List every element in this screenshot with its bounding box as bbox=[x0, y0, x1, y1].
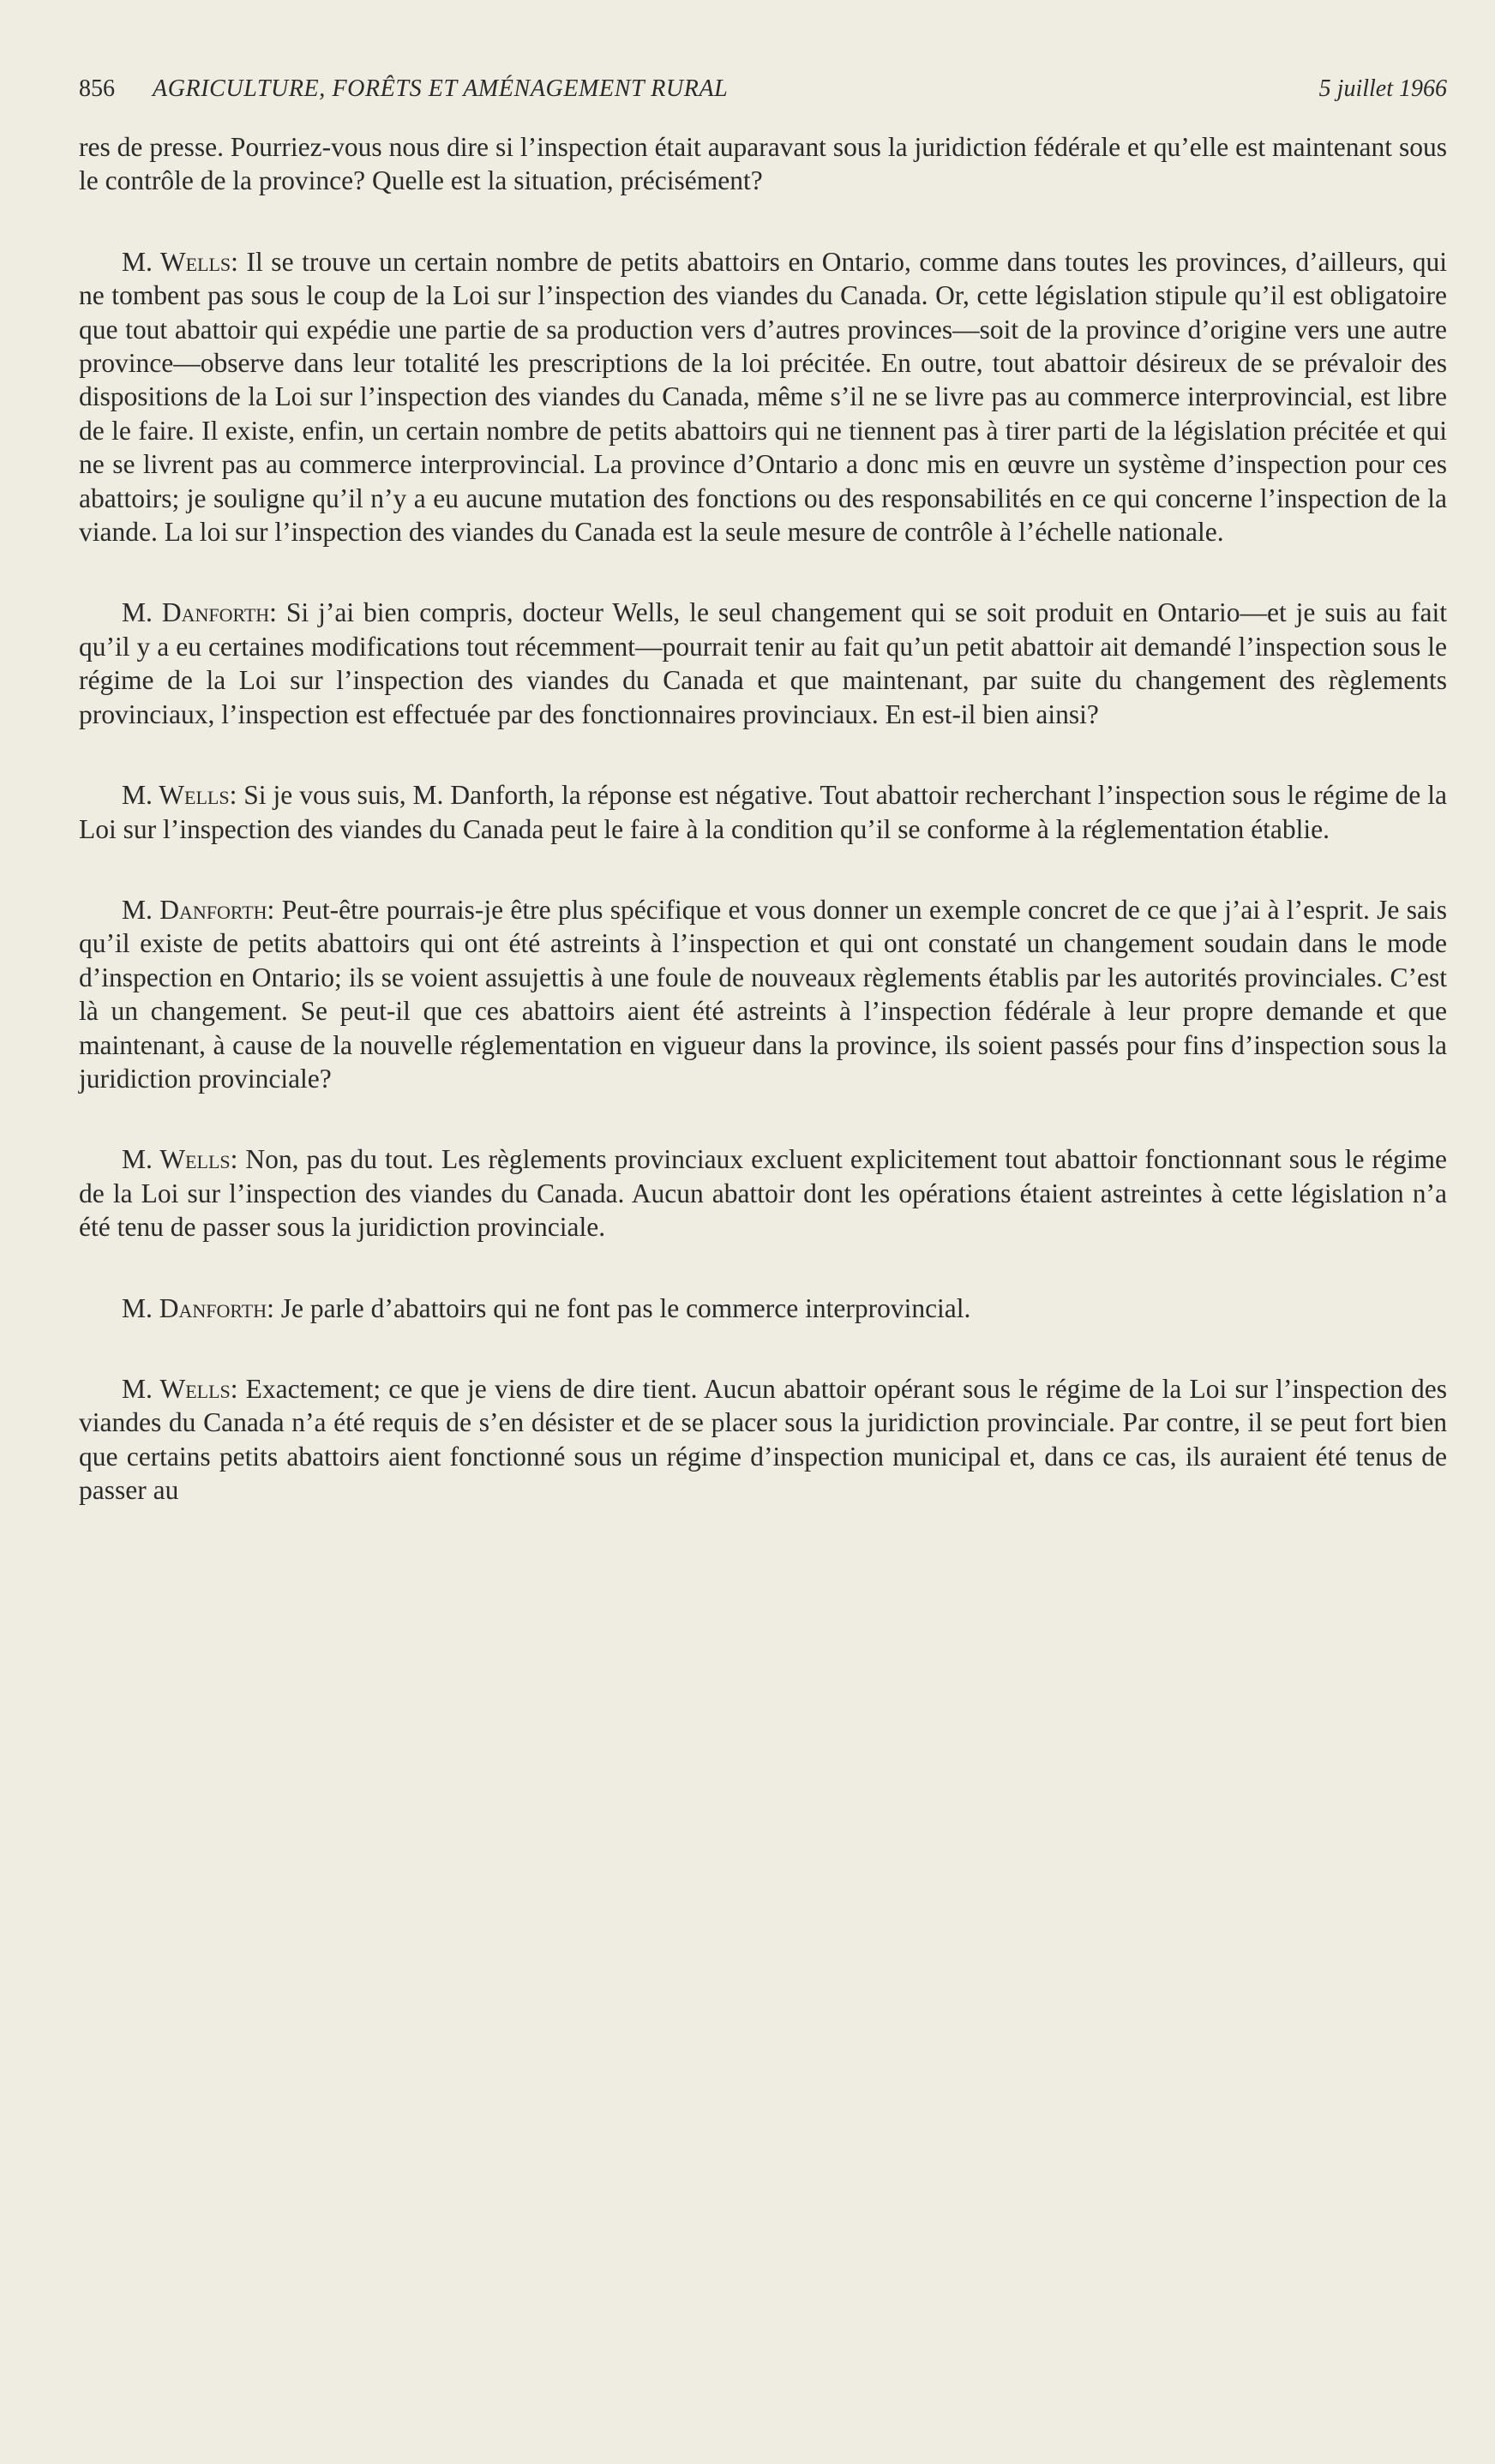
page-number: 856 bbox=[79, 75, 115, 102]
paragraph-text: : Je parle d’abattoirs qui ne font pas le commerce interprovincial. bbox=[267, 1292, 971, 1323]
running-header bbox=[79, 75, 1447, 115]
speaker-name: M. Wells bbox=[122, 1373, 231, 1404]
paragraph-text: : Si je vous suis, M. Danforth, la réponse est négative. Tout abattoir recherchant l’inspection sous le régime de la Loi sur l’inspection des viandes du Canada peut le faire à la condition qu’il se conforme à la réglementation établie. bbox=[79, 780, 1447, 844]
document-page bbox=[79, 75, 1447, 1555]
speaker-name: M. Danforth bbox=[122, 597, 270, 628]
speaker-name: M. Wells bbox=[122, 246, 231, 277]
paragraph-text: : Il se trouve un certain nombre de petits abattoirs en Ontario, comme dans toutes les provinces, d’ailleurs, qui ne tombent pas sous le coup de la Loi sur l’inspection des viandes du Canada. Or, cette législation stipule qu’il est obligatoire que tout abattoir qui expédie une partie de sa production vers d’autres provinces—soit de la province d’origine vers une autre province—observe dans leur totalité les prescriptions de la loi précitée. En outre, tout abattoir désireux de se prévaloir des dispositions de la Loi sur l’inspection des viandes du Canada, même s’il ne se livre pas au commerce interprovincial, est libre de le faire. Il existe, enfin, un certain nombre de petits abattoirs qui ne tiennent pas à tirer parti de la législation précitée et qui ne se livrent pas au commerce interprovincial. La province d’Ontario a donc mis en œuvre un système d’inspection pour ces abattoirs; je souligne qu’il n’y a eu aucune mutation des fonctions ou des responsabilités en ce qui concerne l’inspection de la viande. La loi sur l’inspection des viandes du Canada est la seule mesure de contrôle à l’échelle nationale. bbox=[79, 246, 1447, 548]
speaker-name: M. Wells bbox=[122, 1144, 231, 1175]
paragraph-danforth-3 bbox=[79, 1292, 1447, 1325]
speaker-name: M. Wells bbox=[122, 780, 230, 811]
paragraph-danforth-1 bbox=[79, 596, 1447, 731]
running-date: 5 juillet 1966 bbox=[1318, 75, 1447, 102]
paragraph-wells-2 bbox=[79, 778, 1447, 846]
running-title: AGRICULTURE, FORÊTS ET AMÉNAGEMENT RURAL bbox=[153, 75, 729, 102]
speaker-name: M. Danforth bbox=[122, 894, 267, 925]
paragraph-text: : Exactement; ce que je viens de dire tient. Aucun abattoir opérant sous le régime de la Loi sur l’inspection des viandes du Canada n’a été requis de s’en désister et de se placer sous la juridiction provinciale. Par contre, il se peut fort bien que certains petits abattoirs aient fonctionné sous un régime d’inspection municipal et, dans ce cas, ils auraient été tenus de passer au bbox=[79, 1373, 1447, 1506]
paragraph-text: : Si j’ai bien compris, docteur Wells, le seul changement qui se soit produit en Ontario—et je suis au fait qu’il y a eu certaines modifications tout récemment—pourrait tenir au fait qu’un petit abattoir ait demandé l’inspection sous le régime de la Loi sur l’inspection des viandes du Canada et que maintenant, par suite du changement des règlements provinciaux, l’inspection est effectuée par des fonctionnaires provinciaux. En est-il bien ainsi? bbox=[79, 597, 1447, 729]
paragraph-text: res de presse. Pourriez-vous nous dire si l’inspection était auparavant sous la juridiction fédérale et qu’elle est maintenant sous le contrôle de la province? Quelle est la situation, précisément? bbox=[79, 132, 1447, 196]
paragraph-wells-4 bbox=[79, 1372, 1447, 1508]
paragraph-wells-3 bbox=[79, 1142, 1447, 1244]
paragraph-continuation bbox=[79, 130, 1447, 198]
paragraph-text: : Non, pas du tout. Les règlements provinciaux excluent explicitement tout abattoir fonctionnant sous le régime de la Loi sur l’inspection des viandes du Canada. Aucun abattoir dont les opérations étaient astreintes à cette législation n’a été tenu de passer sous la juridiction provinciale. bbox=[79, 1144, 1447, 1243]
speaker-name: M. Danforth bbox=[122, 1292, 267, 1323]
paragraph-danforth-2 bbox=[79, 893, 1447, 1095]
paragraph-wells-1 bbox=[79, 245, 1447, 549]
paragraph-text: : Peut-être pourrais-je être plus spécifique et vous donner un exemple concret de ce que j’ai à l’esprit. Je sais qu’il existe de petits abattoirs qui ont été astreints à l’inspection et qui ont constaté un changement soudain dans le mode d’inspection en Ontario; ils se voient assujettis à une foule de nouveaux règlements établis par les autorités provinciales. C’est là un changement. Se peut-il que ces abattoirs aient été astreints à l’inspection fédérale à leur propre demande et que maintenant, à cause de la nouvelle réglementation en vigueur dans la province, ils soient passés pour fins d’inspection sous la juridiction provinciale? bbox=[79, 894, 1447, 1094]
